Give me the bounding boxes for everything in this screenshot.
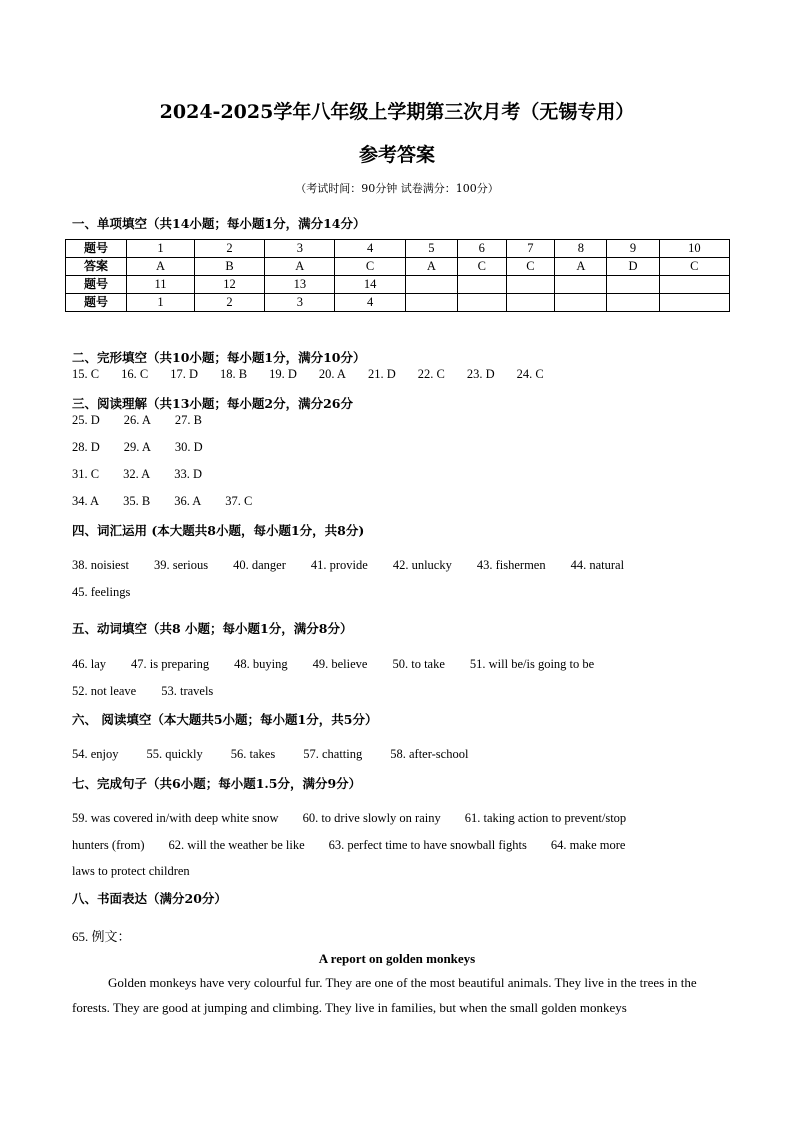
table-cell: 12: [194, 276, 264, 294]
table-row-header: 题号: [66, 240, 127, 258]
answer-item: 59. was covered in/with deep white snow: [72, 811, 279, 825]
answer-item: 43. fishermen: [476, 558, 546, 572]
table-cell: 9: [607, 240, 659, 258]
answer-item: 57. chatting: [303, 747, 363, 761]
answer-item: 21. D: [367, 367, 396, 381]
table-cell: [506, 294, 555, 312]
page-title: 2024-2025学年八年级上学期第三次月考（无锡专用）: [159, 101, 635, 123]
answer-item: 54. enjoy: [72, 747, 119, 761]
answer-item: 38. noisiest: [72, 558, 129, 572]
table-cell: 2: [194, 240, 264, 258]
answer-item: 47. is preparing: [131, 657, 210, 671]
answer-item: 61. taking action to prevent/stop: [464, 811, 627, 825]
table-cell: [405, 276, 457, 294]
table-cell: [659, 294, 729, 312]
answer-item: 44. natural: [570, 558, 625, 572]
answer-item: 51. will be/is going to be: [469, 657, 595, 671]
answer-item: 25. D: [72, 413, 100, 427]
answer-item: 56. takes: [230, 747, 276, 761]
sentence-answers-line3: [72, 864, 190, 879]
answer-item: 62. will the weather be like: [168, 838, 305, 852]
answer-item: 55. quickly: [146, 747, 203, 761]
answer-item: 31. C: [72, 467, 100, 481]
exam-info: （考试时间：90分钟 试卷满分：100分）: [295, 182, 499, 195]
essay-title: A report on golden monkeys: [318, 951, 476, 966]
table-cell: 4: [335, 240, 405, 258]
answer-item: 41. provide: [310, 558, 368, 572]
answer-item: 15. C: [72, 367, 100, 381]
answer-item: 23. D: [466, 367, 495, 381]
answer-item: 32. A: [123, 467, 151, 481]
section-heading-1: 一、单项填空（共14小题；每小题1分，满分14分）: [72, 216, 366, 231]
sentence-answers-line2: [72, 838, 625, 853]
answer-item: 46. lay: [72, 657, 107, 671]
table-cell: [555, 276, 607, 294]
table-cell: [506, 276, 555, 294]
table-row-header: 题号: [66, 294, 127, 312]
verb-answers-line2: [72, 684, 213, 699]
reading-fill-answers: [72, 747, 468, 762]
table-row: [66, 276, 730, 294]
table-cell: A: [555, 258, 607, 276]
answer-item: 16. C: [121, 367, 149, 381]
answer-item: 28. D: [72, 440, 100, 454]
page-subtitle: 参考答案: [358, 144, 435, 166]
table-cell: [607, 294, 659, 312]
section-heading-7: 七、完成句子（共6小题；每小题1.5分，满分9分）: [72, 776, 362, 791]
table-cell: [555, 294, 607, 312]
table-cell: C: [506, 258, 555, 276]
answer-item: 58. after-school: [390, 747, 469, 761]
table-cell: 3: [265, 294, 335, 312]
table-cell: A: [127, 258, 195, 276]
table-cell: 1: [127, 294, 195, 312]
answer-item: 30. D: [174, 440, 203, 454]
section-heading-5: 五、动词填空（共8 小题；每小题1分，满分8分）: [72, 621, 353, 636]
section-heading-2: 二、完形填空（共10小题；每小题1分，满分10分）: [72, 350, 366, 365]
answer-item: 27. B: [174, 413, 202, 427]
reading-answers-line: [72, 413, 202, 428]
table-cell: B: [194, 258, 264, 276]
table-cell: 8: [555, 240, 607, 258]
section-heading-3: 三、阅读理解（共13小题；每小题2分，满分26分: [72, 396, 353, 411]
answer-item: 36. A: [174, 494, 202, 508]
cloze-answers: [72, 367, 544, 382]
table-row: [66, 240, 730, 258]
answer-item: 17. D: [170, 367, 198, 381]
table-cell: 3: [265, 240, 335, 258]
answer-item: 63. perfect time to have snowball fights: [328, 838, 527, 852]
vocab-answers-line2: [72, 585, 130, 600]
answer-item: 53. travels: [161, 684, 214, 698]
verb-answers-line1: [72, 657, 594, 672]
answer-item: 45. feelings: [72, 585, 131, 599]
table-row: [66, 294, 730, 312]
table-cell: 14: [335, 276, 405, 294]
vocab-answers-line1: [72, 558, 624, 573]
table-row-header: 答案: [66, 258, 127, 276]
answer-item: 19. D: [269, 367, 297, 381]
answer-item: 20. A: [318, 367, 346, 381]
table-cell: 7: [506, 240, 555, 258]
answer-item: 35. B: [123, 494, 151, 508]
table-row: [66, 258, 730, 276]
table-cell: A: [405, 258, 457, 276]
table-cell: 10: [659, 240, 729, 258]
answer-item: 40. danger: [233, 558, 286, 572]
answer-item: 39. serious: [153, 558, 209, 572]
essay-paragraph: Golden monkeys have very colourful fur. They are one of the most beautiful animals. They live in the trees in the forests. They are good at jumping and climbing. They live in families, but when the small golden monkeys: [72, 975, 697, 1015]
answer-item: 42. unlucky: [392, 558, 452, 572]
answer-item: 29. A: [123, 440, 151, 454]
table-cell: 6: [457, 240, 506, 258]
answer-item: 34. A: [72, 494, 100, 508]
writing-label: 65. 例文：: [72, 929, 131, 944]
answer-item: 18. B: [219, 367, 248, 381]
answer-item: laws to protect children: [72, 864, 190, 878]
sentence-answers-line1: [72, 811, 626, 826]
table-cell: C: [457, 258, 506, 276]
answer-item: 64. make more: [550, 838, 626, 852]
table-cell: [659, 276, 729, 294]
table-cell: [457, 276, 506, 294]
table-cell: [457, 294, 506, 312]
section-heading-8: 八、书面表达（满分20分）: [72, 891, 227, 906]
answer-item: hunters (from): [72, 838, 145, 852]
table-cell: D: [607, 258, 659, 276]
answer-table: [65, 239, 730, 312]
answer-item: 26. A: [123, 413, 151, 427]
answer-item: 24. C: [516, 367, 544, 381]
table-cell: [405, 294, 457, 312]
answer-item: 33. D: [174, 467, 202, 481]
table-cell: 1: [127, 240, 195, 258]
answer-item: 60. to drive slowly on rainy: [302, 811, 441, 825]
section-heading-6: 六、 阅读填空（本大题共5小题；每小题1分，共5分）: [72, 712, 378, 727]
table-cell: C: [659, 258, 729, 276]
answer-item: 22. C: [417, 367, 445, 381]
reading-answers-line: [72, 440, 203, 455]
table-cell: 4: [335, 294, 405, 312]
answer-item: 37. C: [225, 494, 253, 508]
table-cell: C: [335, 258, 405, 276]
answer-item: 49. believe: [312, 657, 368, 671]
reading-answers-line: [72, 494, 252, 509]
answer-item: 52. not leave: [72, 684, 137, 698]
table-cell: 2: [194, 294, 264, 312]
answer-item: 48. buying: [234, 657, 288, 671]
table-cell: 13: [265, 276, 335, 294]
table-row-header: 题号: [66, 276, 127, 294]
section-heading-4: 四、词汇运用 (本大题共8小题，每小题1分，共8分): [72, 523, 365, 538]
table-cell: A: [265, 258, 335, 276]
table-cell: [607, 276, 659, 294]
table-cell: 11: [127, 276, 195, 294]
answer-item: 50. to take: [392, 657, 445, 671]
table-cell: 5: [405, 240, 457, 258]
reading-answers-line: [72, 467, 202, 482]
